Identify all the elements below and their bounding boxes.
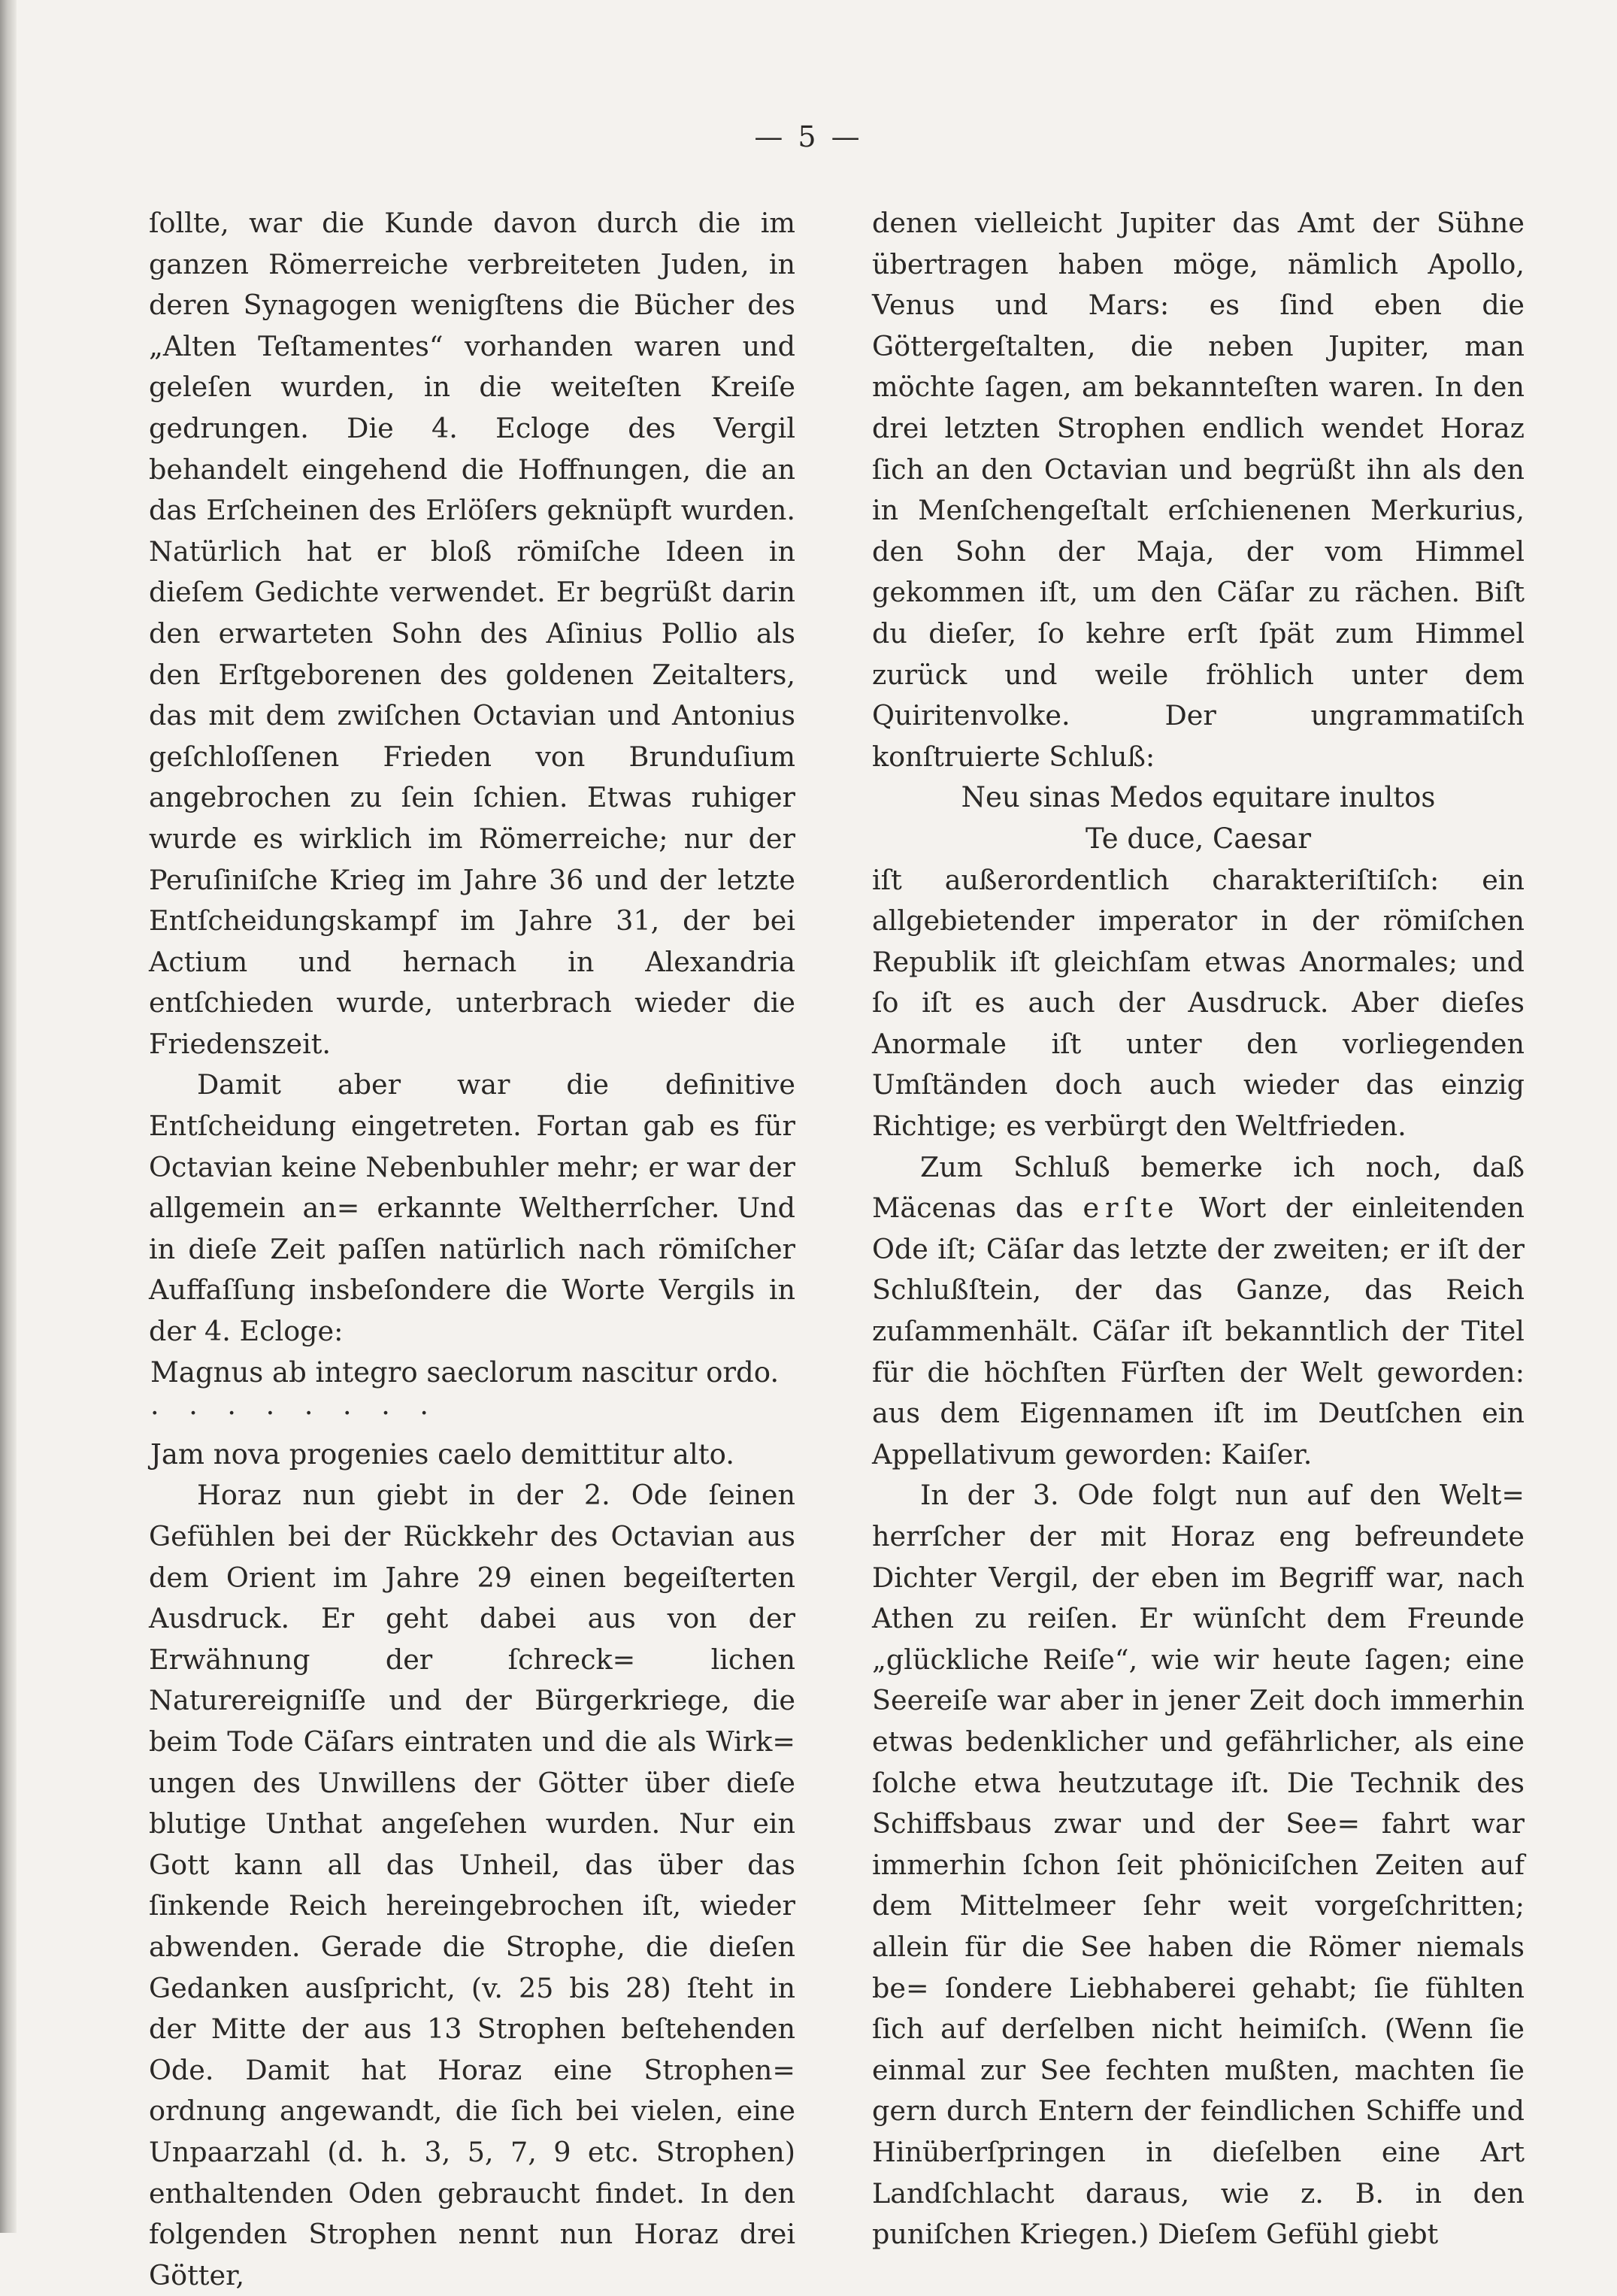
latin-verse-te-duce: Te duce, Caesar	[1085, 822, 1312, 855]
maecenas-text-end: Wort der einleitenden Ode iſt; Cäſar das letzte der zweiten; er iſt der Schlußſtein, der das Ganze, das Reich zuſammenhält. Cäſar iſt bekanntlich der Titel für die höchſten Fürſten der Welt geworden: aus dem Eigennamen iſt im Deutſchen ein Appellativum geworden: Kaiſer.	[872, 1192, 1525, 1471]
paragraph-maecenas	[872, 1147, 1525, 1476]
paragraph-third-ode: In der 3. Ode folgt nun auf den Welt= herrſcher der mit Horaz eng befreundete Dichter Vergil, der eben im Begriff war, nach Athen zu reiſen. Er wünſcht dem Freunde „glückliche Reiſe“, wie wir heute ſagen; eine Seereiſe war aber in jener Zeit doch immerhin etwas bedenklicher und gefährlicher, als eine ſolche etwa heutzutage iſt. Die Technik des Schiffsbaus zwar und der See= fahrt war immerhin ſchon ſeit phöniciſchen Zeiten auf dem Mittelmeer ſehr weit vorgeſchritten; allein für die See haben die Römer niemals be= ſondere Liebhaberei gehabt; ſie fühlten ſich auf derſelben nicht heimiſch. (Wenn ſie einmal zur See fechten mußten, machten ſie gern durch Entern der feindlichen Schiffe und Hinüberſpringen in dieſelben eine Art Landſchlacht daraus, wie z. B. in den puniſchen Kriegen.) Dieſem Gefühl giebt	[872, 1479, 1525, 2251]
paragraph-definitive-decision: Damit aber war die definitive Entſcheidung eingetreten. Fortan gab es für Octavian keine Nebenbuhler mehr; er war der allgemein an= erkannte Weltherrſcher. Und in dieſe Zeit paſſen natürlich nach römiſcher Auffaſſung insbeſondere die Worte Vergils in der 4. Ecloge:	[149, 1068, 795, 1348]
latin-verse-jam-nova: Jam nova progenies caelo demittitur alto.	[150, 1437, 735, 1471]
verse-ellipsis-dots: · · · · · · · ·	[150, 1397, 440, 1430]
emphasized-word-erste: erſte	[1083, 1192, 1180, 1225]
paragraph-imperator: iſt außerordentlich charakteriſtiſch: ein allgebietender imperator in der römiſchen Republik iſt gleichſam etwas Anormales; und ſo iſt es auch der Ausdruck. Aber dieſes Anormale iſt unter den vorliegenden Umſtänden doch auch wieder das einzig Richtige; es verbürgt den Weltfrieden.	[872, 863, 1525, 1143]
paragraph-continuation: ſollte, war die Kunde davon durch die im ganzen Römerreiche verbreiteten Juden, in deren Synagogen wenigſtens die Bücher des „Alten Teſtamentes“ vorhanden waren und geleſen wurden, in die weiteſten Kreiſe gedrungen. Die 4. Ecloge des Vergil behandelt eingehend die Hoffnungen, die an das Erſcheinen des Erlöſers geknüpft wurden. Natürlich hat er bloß römiſche Ideen in dieſem Gedichte verwendet. Er begrüßt darin den erwarteten Sohn des Aſinius Pollio als den Erſtgeborenen des goldenen Zeitalters, das mit dem zwiſchen Octavian und Antonius geſchloſſenen Frieden von Brunduſium angebrochen zu ſein ſchien. Etwas ruhiger wurde es wirklich im Römerreiche; nur der Peruſiniſche Krieg im Jahre 36 und der letzte Entſcheidungskampf im Jahre 31, der bei Actium und hernach in Alexandria entſchieden wurde, unterbrach wieder die Friedenszeit.	[149, 207, 795, 1060]
latin-verse-neu-sinas: Neu sinas Medos equitare inultos	[961, 781, 1436, 814]
page-number: — 5 —	[754, 120, 863, 153]
maecenas-text-start: Zum Schluß bemerke ich noch, daß Mäcenas das	[872, 1150, 1525, 1225]
paragraph-jupiter: denen vielleicht Jupiter das Amt der Sühne übertragen haben möge, nämlich Apollo, Venus und Mars: es ſind eben die Göttergeſtalten, die neben Jupiter, man möchte ſagen, am bekannteſten waren. In den drei letzten Strophen endlich wendet Horaz ſich an den Octavian und begrüßt ihn als den in Menſchengeſtalt erſchienenen Merkurius, den Sohn der Maja, der vom Himmel gekommen iſt, um den Cäſar zu rächen. Biſt du dieſer, ſo kehre erſt ſpät zum Himmel zurück und weile fröhlich unter dem Quiritenvolke. Der ungrammatiſch konſtruierte Schluß:	[872, 207, 1525, 773]
right-column	[872, 203, 1525, 2255]
page-binding-shadow	[0, 0, 17, 2233]
paragraph-horaz-second-ode: Horaz nun giebt in der 2. Ode ſeinen Gefühlen bei der Rückkehr des Octavian aus dem Orient im Jahre 29 einen begeiſterten Ausdruck. Er geht dabei aus von der Erwähnung der ſchreck= lichen Naturereigniſſe und der Bürgerkriege, die beim Tode Cäſars eintraten und die als Wirk= ungen des Unwillens der Götter über dieſe blutige Unthat angeſehen wurden. Nur ein Gott kann all das Unheil, das über das ſinkende Reich hereingebrochen iſt, wieder abwenden. Gerade die Strophe, die dieſen Gedanken ausſpricht, (v. 25 bis 28) ſteht in der Mitte der aus 13 Strophen beſtehenden Ode. Damit hat Horaz eine Strophen= ordnung angewandt, die ſich bei vielen, eine Unpaarzahl (d. h. 3, 5, 7, 9 etc. Strophen) enthaltenden Oden gebraucht findet. In den folgenden Strophen nennt nun Horaz drei Götter,	[149, 1479, 795, 2291]
latin-verse-magnus: Magnus ab integro saeclorum nascitur ordo.	[150, 1355, 780, 1389]
left-column	[149, 203, 795, 2296]
